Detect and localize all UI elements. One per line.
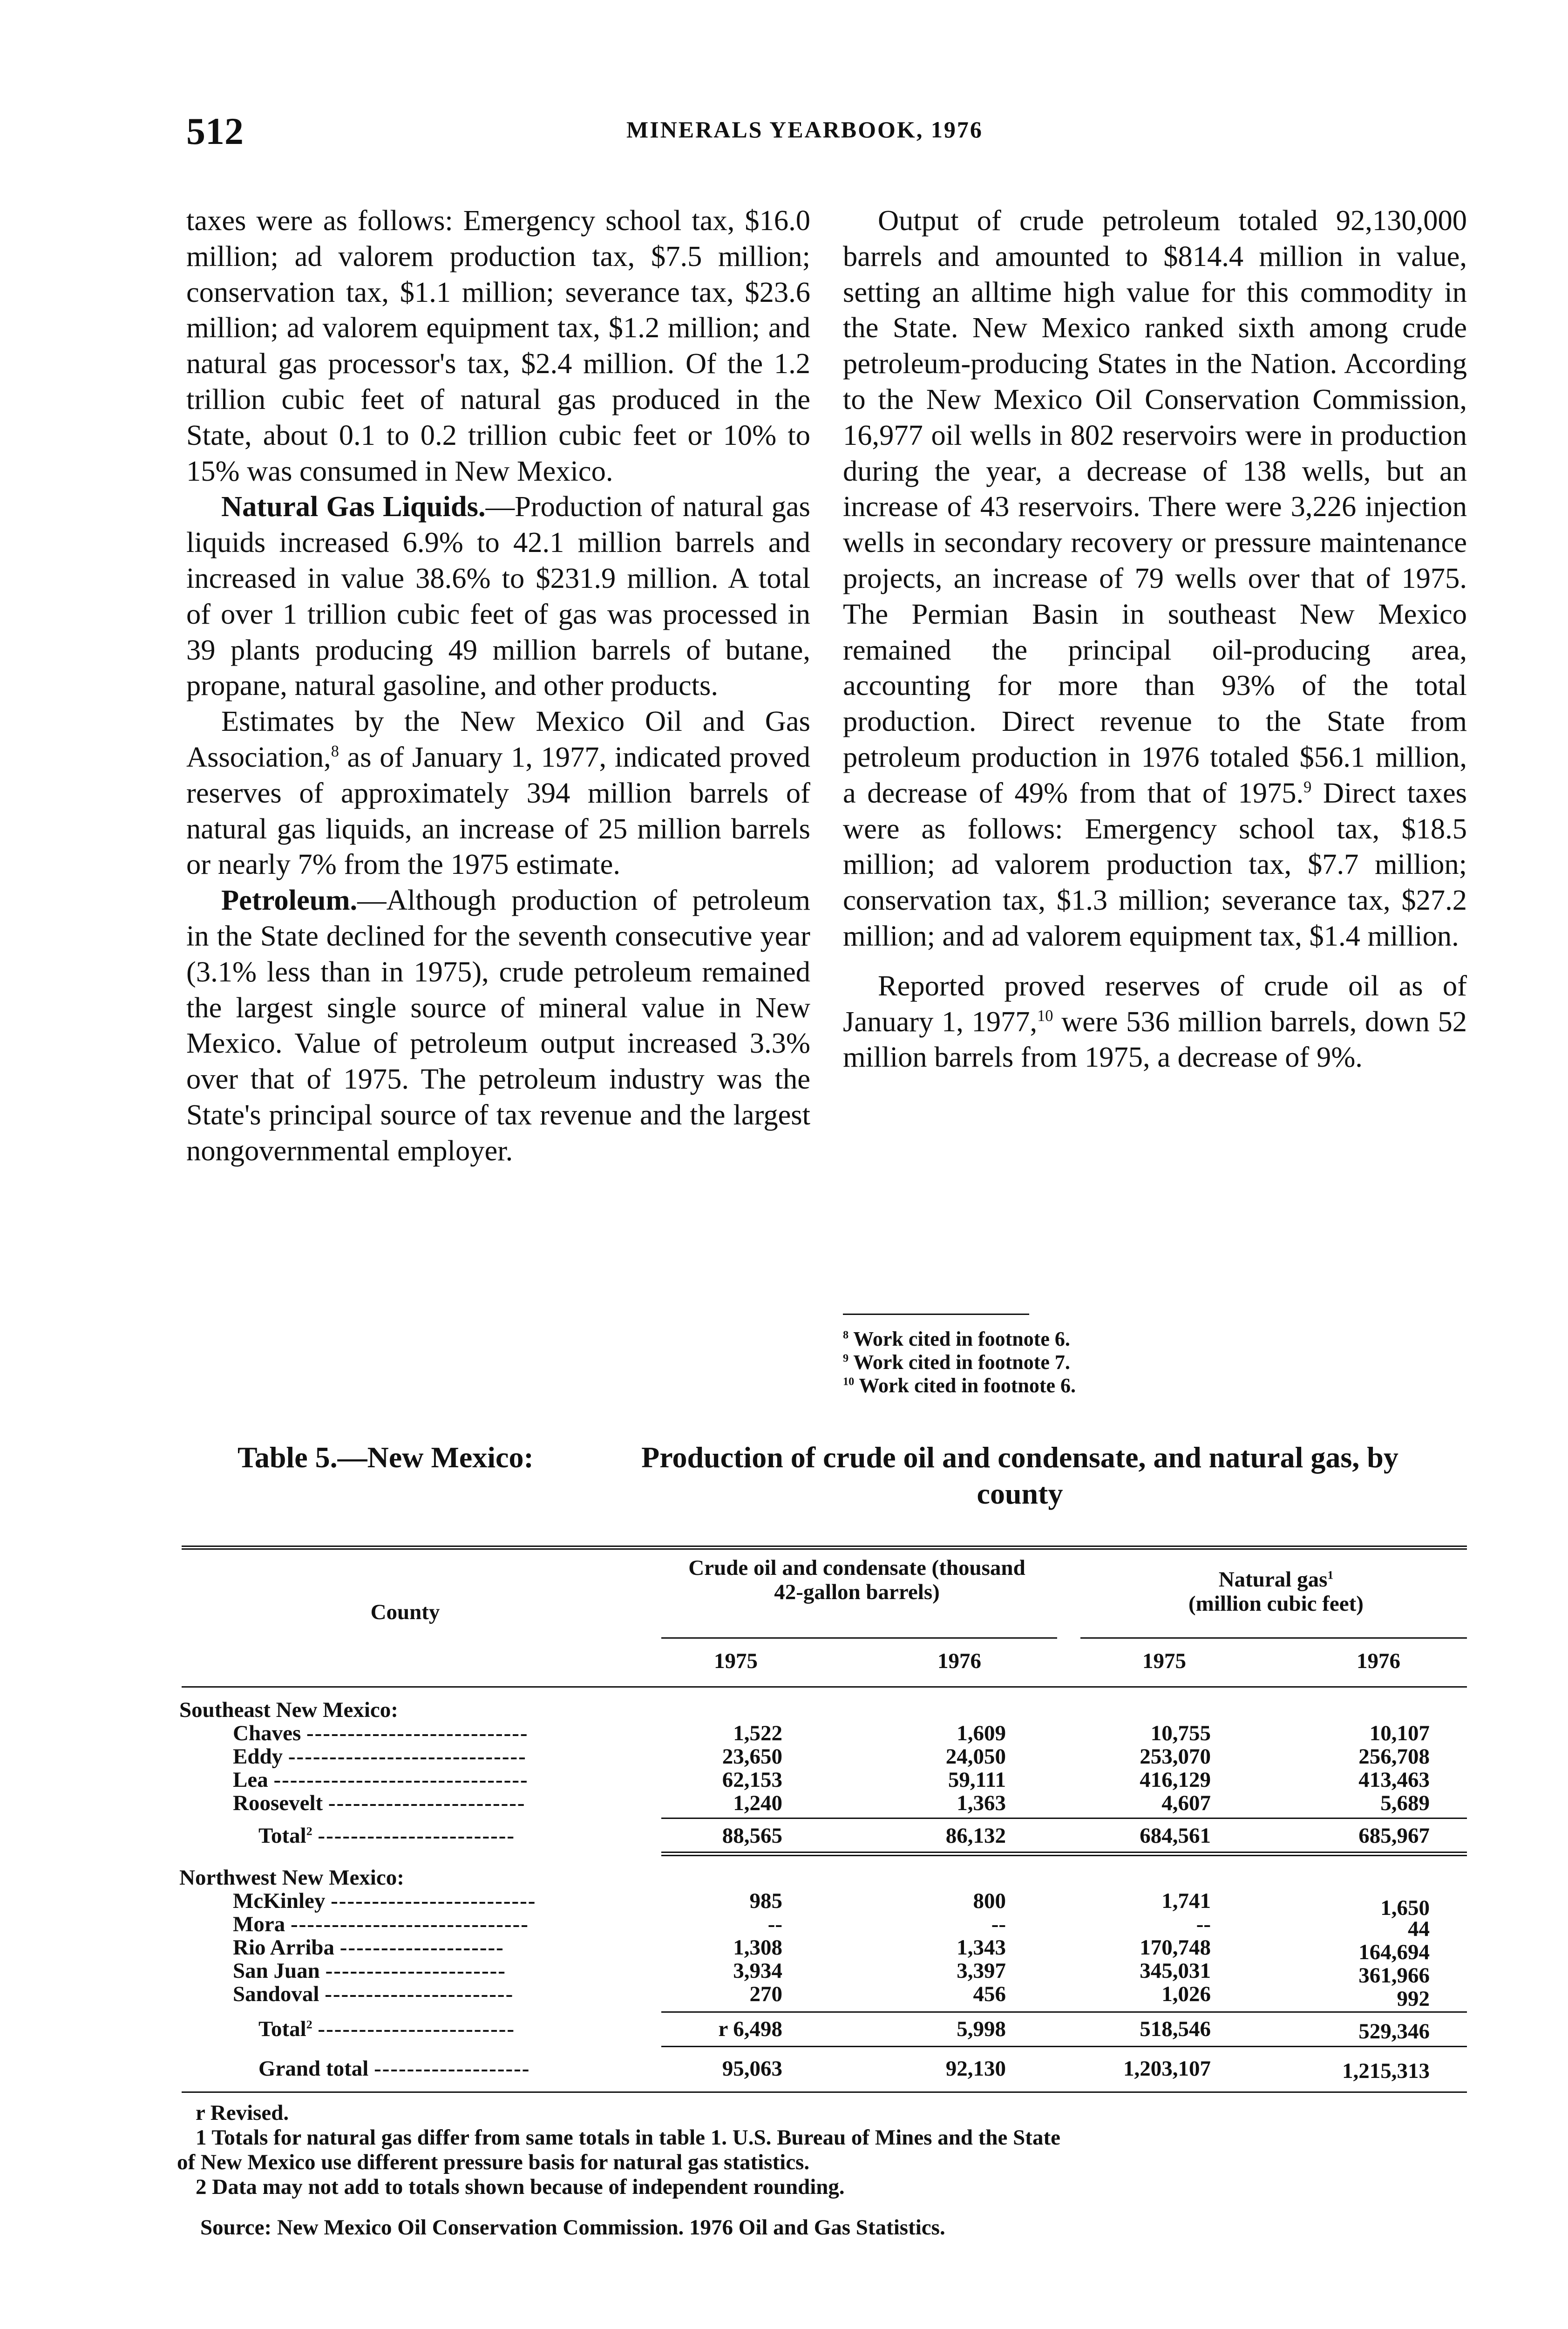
paragraph-text: Output of crude petroleum totaled 92,130,000 barrels and amounted to $814.4 million in value, setting an alltime high value for this commodity in the State. New Mexico ranked sixth among crude petroleum-producing States in the Nation. According to the New Mexico Oil Conservation Commission, 16,977 oil wells in 802 reservoirs were in production during the year, a decrease of 138 wells, but an increase of 43 reservoirs. There were 3,226 injection wells in secondary recovery or pressure maintenance projects, an increase of 79 wells over that of 1975. The Permian Basin in southeast New Mexico remained the principal oil-producing area, accounting for more than 93% of the total production. Direct revenue to the State from petroleum production in 1976 totaled $56.1 million, a decrease of 49% from that of 1975.: [843, 204, 1467, 809]
table-cell: --: [767, 1912, 782, 1936]
paragraph-text: —Although production of petroleum in the State declined for the seventh consecutive year (3.1% less than in 1975), crude petroleum remained the largest single source of mineral value in New Mexico. Value of petroleum output increased 3.3% over that of 1975. The petroleum industry was the State's principal source of tax revenue and the largest nongovernmental employer.: [186, 884, 810, 1167]
leader-dots: -----------------------------: [288, 1744, 527, 1769]
footnote-mark: 2: [306, 1824, 312, 1838]
leader-dots: ---------------------------: [306, 1721, 529, 1745]
table-cell: 1,215,313: [1342, 2059, 1430, 2083]
table-note: 1 Totals for natural gas differ from same totals in table 1. U.S. Bureau of Mines and the State: [196, 2125, 1060, 2150]
leader-dots: ------------------------: [318, 1824, 516, 1848]
stub-header: County: [370, 1600, 440, 1624]
table-cell: 86,132: [945, 1824, 1006, 1848]
paragraph: [186, 882, 810, 1168]
left-column: [186, 203, 810, 1169]
table-cell: 4,607: [1161, 1791, 1211, 1815]
footnote-ref: 8: [331, 742, 339, 761]
table-row-label: [258, 2017, 515, 2041]
table-row-label: [233, 1912, 529, 1936]
footnote: [843, 1374, 1467, 1397]
paragraph-text: Estimates by the New Mexico Oil and Gas Association,: [186, 705, 810, 773]
table-cell: 1,343: [957, 1935, 1006, 1960]
paragraph: [843, 203, 1467, 954]
county-name: Roosevelt: [233, 1791, 323, 1815]
leader-dots: -------------------: [374, 2057, 530, 2081]
grand-total-label: Grand total: [258, 2057, 369, 2081]
footnote-ref: 10: [1037, 1007, 1053, 1025]
table-row-label: [233, 1959, 506, 1983]
table-cell: 1,026: [1161, 1982, 1211, 2006]
subtotal-rule: [661, 1818, 1467, 1819]
table-cell: 456: [973, 1982, 1006, 2006]
footnote-mark: 2: [306, 2017, 312, 2031]
table-cell: 92,130: [945, 2057, 1006, 2081]
county-name: Chaves: [233, 1721, 301, 1745]
table-row-label: [258, 1824, 515, 1848]
table-cell: 800: [973, 1889, 1006, 1913]
table-cell: --: [991, 1912, 1006, 1936]
table-top-rule: [182, 1548, 1467, 1550]
table-cell: 1,308: [733, 1935, 782, 1960]
table-cell: --: [1196, 1912, 1211, 1936]
county-name: McKinley: [233, 1889, 326, 1913]
footnote-text: Work cited in footnote 7.: [848, 1351, 1070, 1374]
group-rule: [661, 1637, 1057, 1639]
table-caption: Production of crude oil and condensate, and natural gas, by county: [641, 1441, 1398, 1510]
table-cell: 3,397: [957, 1959, 1006, 1983]
table-cell: 529,346: [1358, 2019, 1430, 2043]
year-header: 1975: [1142, 1649, 1186, 1673]
table-cell: 5,998: [957, 2017, 1006, 2041]
paragraph: [843, 968, 1467, 1075]
footnotes: [843, 1328, 1467, 1397]
table-cell: 361,966: [1358, 1963, 1430, 1988]
table-cell: 5,689: [1380, 1791, 1430, 1815]
table-source: Source: New Mexico Oil Conservation Commission. 1976 Oil and Gas Statistics.: [200, 2215, 945, 2240]
leader-dots: ------------------------: [318, 2017, 516, 2041]
table-cell: 44: [1408, 1917, 1430, 1941]
table-bottom-rule: [182, 2091, 1467, 2093]
total-label: Total: [258, 1824, 306, 1848]
table-cell: 416,129: [1140, 1768, 1211, 1792]
table-cell: 1,609: [957, 1721, 1006, 1745]
table-label: Table 5.—New Mexico:: [238, 1441, 534, 1474]
table-cell: 1,363: [957, 1791, 1006, 1815]
leader-dots: -------------------------: [331, 1889, 536, 1913]
subtotal-rule: [661, 2046, 1467, 2047]
paragraph-text: —Production of natural gas liquids increased 6.9% to 42.1 million barrels and increased in value 38.6% to $231.9 million. A total of over 1 trillion cubic feet of gas was processed in 39 plants producing 49 million barrels of butane, propane, natural gasoline, and other products.: [186, 490, 810, 702]
footnote-rule: [843, 1314, 1029, 1315]
table-cell: 685,967: [1358, 1824, 1430, 1848]
table-cell: 518,546: [1140, 2017, 1211, 2041]
year-header: 1976: [1357, 1649, 1400, 1673]
section-label: Southeast New Mexico:: [179, 1698, 398, 1722]
table-cell: 59,111: [948, 1768, 1006, 1792]
natural-gas-group-header: [1113, 1567, 1439, 1616]
table-cell: 270: [749, 1982, 782, 2006]
table-cell: r 6,498: [718, 2017, 782, 2041]
leader-dots: -----------------------------: [290, 1912, 529, 1936]
group-header-text: Natural gas: [1218, 1567, 1328, 1592]
table-cell: 1,650: [1380, 1896, 1430, 1920]
paragraph-text: Direct taxes were as follows: Emergency school tax, $18.5 million; ad valorem production tax, $7.7 million; conservation tax, $1.3 million; severance tax, $27.2 million; and ad valorem equipment tax, $1.4 million.: [843, 776, 1467, 952]
table-cell: 992: [1397, 1987, 1430, 2011]
page-number: 512: [186, 110, 244, 152]
table-cell: 413,463: [1358, 1768, 1430, 1792]
subtotal-rule: [661, 2011, 1467, 2013]
county-name: Sandoval: [233, 1982, 319, 2006]
table-row-label: [233, 1744, 527, 1769]
leader-dots: -------------------------------: [273, 1768, 529, 1792]
year-header: 1975: [714, 1649, 758, 1673]
table-cell: 164,694: [1358, 1940, 1430, 1964]
paragraph-text: were 536 million barrels, down 52 million barrels from 1975, a decrease of 9%.: [843, 1005, 1467, 1074]
section-heading-natural-gas-liquids: Natural Gas Liquids.: [221, 490, 486, 523]
page-header: [186, 109, 1052, 151]
table-cell: 1,240: [733, 1791, 782, 1815]
footnote-text: Work cited in footnote 6.: [848, 1328, 1070, 1350]
crude-oil-group-header: Crude oil and condensate (thousand 42-gallon barrels): [688, 1556, 1025, 1604]
paragraph: [186, 703, 810, 882]
table-row-label: [233, 1889, 536, 1913]
table-row-label: [233, 1768, 529, 1792]
table-note: r Revised.: [196, 2101, 289, 2125]
subtotal-rule: [661, 1852, 1467, 1853]
leader-dots: ------------------------: [328, 1791, 526, 1815]
footnote-mark: 8: [843, 1328, 849, 1342]
footnote-text: Work cited in footnote 6.: [854, 1374, 1076, 1397]
county-name: Lea: [233, 1768, 268, 1792]
leader-dots: -----------------------: [325, 1982, 514, 2006]
table-cell: 1,203,107: [1123, 2057, 1211, 2081]
table-row-label: [233, 1935, 504, 1960]
footnote-mark: 1: [1327, 1568, 1334, 1582]
table-row-label: [233, 1721, 529, 1745]
table-cell: 24,050: [945, 1744, 1006, 1769]
running-head: MINERALS YEARBOOK, 1976: [626, 116, 983, 143]
footnote: [843, 1328, 1467, 1351]
county-name: Eddy: [233, 1744, 283, 1769]
table-top-rule: [182, 1546, 1467, 1547]
leader-dots: --------------------: [339, 1935, 504, 1960]
paragraph: taxes were as follows: Emergency school tax, $16.0 million; ad valorem production tax, $7.5 million; conservation tax, $1.1 million; severance tax, $23.6 million; ad valorem equipment tax, $1.2 million; and natural gas processor's tax, $2.4 million. Of the 1.2 trillion cubic feet of natural gas produced in the State, about 0.1 to 0.2 trillion cubic feet or 10% to 15% was consumed in New Mexico.: [186, 204, 810, 487]
table-cell: 253,070: [1140, 1744, 1211, 1769]
header-bottom-rule: [182, 1686, 1467, 1688]
table-note: 2 Data may not add to totals shown because of independent rounding.: [196, 2175, 845, 2199]
leader-dots: ----------------------: [325, 1959, 506, 1983]
footnote-mark: 9: [843, 1352, 849, 1365]
table-cell: 256,708: [1358, 1744, 1430, 1769]
paragraph: [186, 489, 810, 703]
table-cell: 10,755: [1150, 1721, 1211, 1745]
county-name: San Juan: [233, 1959, 320, 1983]
year-header: 1976: [937, 1649, 981, 1673]
right-column: [843, 203, 1467, 1075]
county-name: Mora: [233, 1912, 285, 1936]
table-cell: 170,748: [1140, 1935, 1211, 1960]
table-cell: 23,650: [722, 1744, 782, 1769]
table-cell: 1,741: [1161, 1889, 1211, 1913]
table-row-label: [258, 2057, 530, 2081]
footnote-ref: 9: [1303, 778, 1312, 796]
county-name: Rio Arriba: [233, 1935, 335, 1960]
table-cell: 684,561: [1140, 1824, 1211, 1848]
table-cell: 3,934: [733, 1959, 782, 1983]
subtotal-rule: [661, 1855, 1467, 1856]
table-note: of New Mexico use different pressure basis for natural gas statistics.: [177, 2150, 810, 2174]
table-cell: 985: [749, 1889, 782, 1913]
group-rule: [1080, 1637, 1467, 1639]
section-heading-petroleum: Petroleum.: [221, 884, 358, 917]
table-cell: 62,153: [722, 1768, 782, 1792]
group-header-unit: (million cubic feet): [1188, 1592, 1364, 1616]
table-cell: 1,522: [733, 1721, 782, 1745]
section-label: Northwest New Mexico:: [179, 1866, 404, 1890]
footnote-mark: 10: [843, 1375, 855, 1388]
table-cell: 88,565: [722, 1824, 782, 1848]
footnote: [843, 1351, 1467, 1374]
paragraph-text: Reported proved reserves of crude oil as of January 1, 1977,: [843, 969, 1467, 1038]
paragraph-text: as of January 1, 1977, indicated proved reserves of approximately 394 million barrels of natural gas liquids, an increase of 25 million barrels or nearly 7% from the 1975 estimate.: [186, 740, 810, 881]
table-cell: 95,063: [722, 2057, 782, 2081]
table-cell: 10,107: [1369, 1721, 1430, 1745]
table-cell: 345,031: [1140, 1959, 1211, 1983]
table-row-label: [233, 1791, 526, 1815]
total-label: Total: [258, 2017, 306, 2041]
table-notes: [177, 2101, 1472, 2200]
table-row-label: [233, 1982, 514, 2006]
